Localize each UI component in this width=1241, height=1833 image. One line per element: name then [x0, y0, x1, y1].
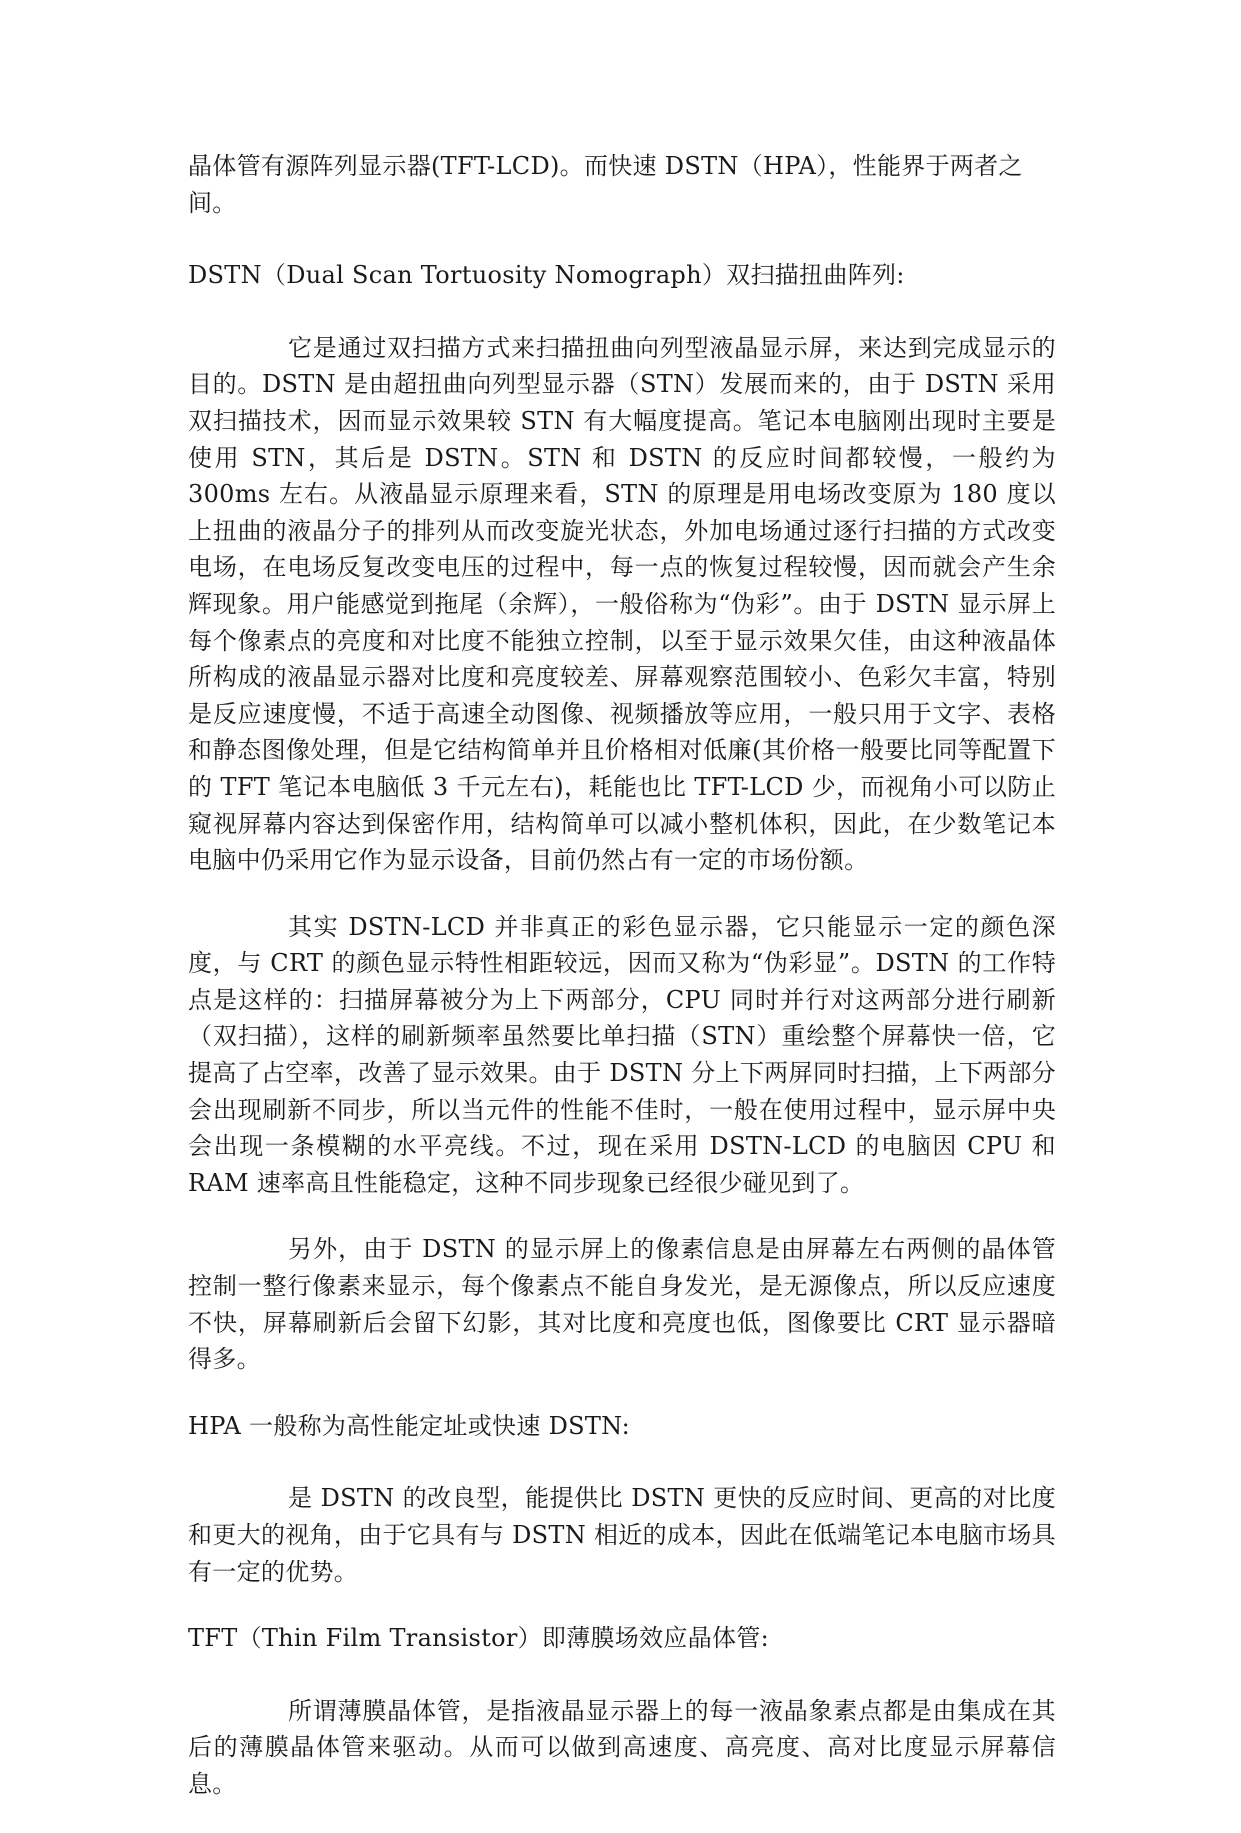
dstn-heading: DSTN（Dual Scan Tortuosity Nomograph）双扫描扭曲阵列:	[188, 261, 905, 290]
dstn-paragraph-3: 另外，由于 DSTN 的显示屏上的像素信息是由屏幕左右两侧的晶体管控制一整行像素来显示，每个像素点不能自身发光，是无源像点，所以反应速度不快，屏幕刷新后会留下幻影，其对比度和亮度也低，图像要比 CRT 显示器暗得多。	[188, 1235, 1056, 1374]
tft-paragraph: 所谓薄膜晶体管，是指液晶显示器上的每一液晶象素点都是由集成在其后的薄膜晶体管来驱动。从而可以做到高速度、高亮度、高对比度显示屏幕信息。	[188, 1696, 1056, 1798]
hpa-paragraph: 是 DSTN 的改良型，能提供比 DSTN 更快的反应时间、更高的对比度和更大的视角，由于它具有与 DSTN 相近的成本，因此在低端笔记本电脑市场具有一定的优势。	[188, 1484, 1056, 1586]
dstn-paragraph-2: 其实 DSTN-LCD 并非真正的彩色显示器，它只能显示一定的颜色深度，与 CRT 的颜色显示特性相距较远，因而又称为“伪彩显”。DSTN 的工作特点是这样的：扫描屏幕被分为上下两部分，CPU 同时并行对这两部分进行刷新（双扫描），这样的刷新频率虽然要比单扫描（STN）重绘整个屏幕快一倍，它提高了占空率，改善了显示效果。由于 DSTN 分上下两屏同时扫描，上下两部分会出现刷新不同步，所以当元件的性能不佳时，一般在使用过程中，显示屏中央会出现一条模糊的水平亮线。不过，现在采用 DSTN-LCD 的电脑因 CPU 和 RAM 速率高且性能稳定，这种不同步现象已经很少碰见到了。	[188, 912, 1056, 1197]
intro-line: 晶体管有源阵列显示器(TFT-LCD)。而快速 DSTN（HPA），性能界于两者之间。	[188, 152, 1023, 217]
dstn-paragraph-1: 它是通过双扫描方式来扫描扭曲向列型液晶显示屏，来达到完成显示的目的。DSTN 是由超扭曲向列型显示器（STN）发展而来的，由于 DSTN 采用双扫描技术，因而显示效果较 STN 有大幅度提高。笔记本电脑刚出现时主要是使用 STN，其后是 DSTN。STN 和 DSTN 的反应时间都较慢，一般约为 300ms 左右。从液晶显示原理来看，STN 的原理是用电场改变原为 180 度以上扭曲的液晶分子的排列从而改变旋光状态，外加电场通过逐行扫描的方式改变电场，在电场反复改变电压的过程中，每一点的恢复过程较慢，因而就会产生余辉现象。用户能感觉到拖尾（余辉），一般俗称为“伪彩”。由于 DSTN 显示屏上每个像素点的亮度和对比度不能独立控制，以至于显示效果欠佳，由这种液晶体所构成的液晶显示器对比度和亮度较差、屏幕观察范围较小、色彩欠丰富，特别是反应速度慢，不适于高速全动图像、视频播放等应用，一般只用于文字、表格和静态图像处理，但是它结构简单并且价格相对低廉(其价格一般要比同等配置下的 TFT 笔记本电脑低 3 千元左右)，耗能也比 TFT-LCD 少，而视角小可以防止窥视屏幕内容达到保密作用，结构简单可以减小整机体积，因此，在少数笔记本电脑中仍采用它作为显示设备，目前仍然占有一定的市场份额。	[188, 333, 1056, 875]
hpa-heading: HPA 一般称为高性能定址或快速 DSTN:	[188, 1411, 630, 1440]
document-page	[188, 148, 1056, 1833]
tft-heading: TFT（Thin Film Transistor）即薄膜场效应晶体管:	[188, 1624, 769, 1653]
